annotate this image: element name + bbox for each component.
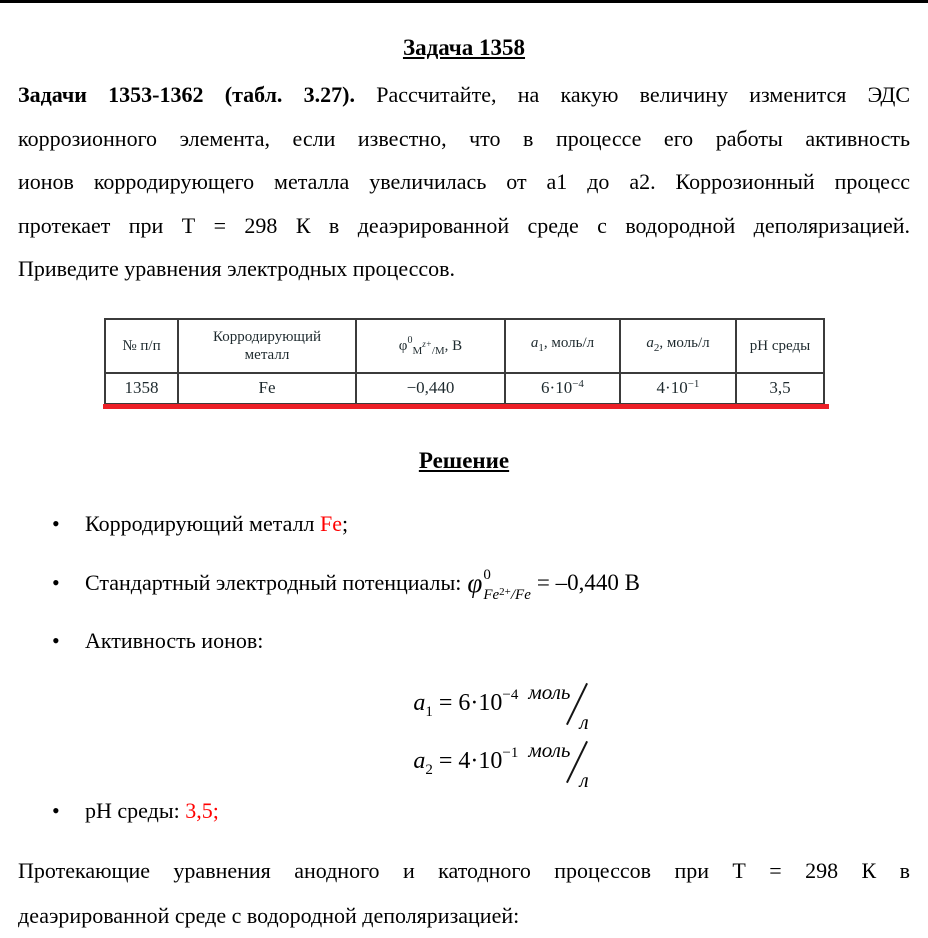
ph-value: 3,5;: [185, 797, 219, 823]
equation-value: = 6·10: [432, 689, 503, 716]
equation-variable: a: [413, 747, 426, 774]
intro-line-text: протекает при Т = 298 К в деаэрированной среде с водородной деполяризацией.: [18, 212, 910, 238]
bullet-marker: •: [52, 569, 60, 595]
table-header-metal-line2: металл: [244, 346, 290, 363]
bullet-item-potential: [0, 556, 928, 610]
equation-variable-sub: 2: [425, 761, 433, 778]
phi-sub-tail: /Fe: [510, 587, 531, 603]
cell-a2-base: 4·10: [656, 378, 688, 397]
document-page: [0, 34, 928, 938]
solution-heading-text: Решение: [418, 447, 510, 473]
cell-metal: Fe: [178, 373, 356, 404]
closing-line: [18, 848, 910, 893]
closing-paragraph: [18, 848, 910, 938]
phi-sup-z: z+: [422, 338, 432, 349]
phi-sup: 0: [407, 334, 413, 346]
table-header-metal-line1: Корродирующий: [212, 328, 322, 345]
table-header-metal: [178, 319, 356, 373]
cell-ph: 3,5: [736, 373, 824, 404]
a1-symbol: a: [530, 335, 539, 351]
cell-a1-exp: −4: [572, 378, 584, 390]
cell-a1: [505, 373, 620, 404]
cell-a2-exp: −1: [687, 378, 700, 390]
table-header-a2: [620, 319, 736, 373]
a1-unit: , моль/л: [543, 335, 595, 351]
equation-variable: a: [413, 689, 426, 716]
table-header-row: [105, 319, 824, 373]
intro-line: [18, 247, 910, 291]
phi-sub-slash-m: /М: [431, 344, 445, 357]
phi-sub-charge: 2+: [499, 586, 511, 598]
bullet-marker: •: [52, 510, 60, 536]
page-title: [18, 34, 910, 62]
table-header-potential: [356, 319, 505, 373]
intro-line: [18, 160, 910, 204]
closing-line-text: Протекающие уравнения анодного и катодного процессов при Т = 298 К в: [18, 857, 910, 883]
equation-exponent: −1: [502, 744, 519, 761]
table-header-a1: [505, 319, 620, 373]
table-header-ph: pH среды: [736, 319, 824, 373]
phi-symbol: φ: [398, 337, 408, 354]
bullet-marker: •: [52, 797, 60, 823]
top-border: [0, 0, 928, 3]
equation-a2: [0, 724, 928, 792]
closing-line: [18, 893, 910, 938]
potential-value: = –0,440 В: [536, 569, 640, 595]
page-title-text: Задача 1358: [402, 35, 526, 60]
phi-sup-zero: 0: [483, 567, 491, 583]
solution-heading: [0, 448, 928, 474]
intro-line: [18, 117, 910, 161]
bullet-text: Активность ионов:: [85, 627, 264, 653]
phi-sub-fe: Fe: [483, 587, 500, 603]
fraction-numerator: моль: [528, 679, 571, 704]
bullet-metal-value: Fe: [320, 510, 343, 536]
phi-unit: , В: [444, 337, 463, 354]
intro-paragraph: [18, 73, 910, 291]
fraction-denominator: л: [579, 767, 589, 792]
cell-problem-number: 1358: [105, 373, 178, 404]
phi-sub-m: М: [412, 344, 423, 357]
a1-sub: 1: [538, 342, 544, 354]
equation-a1: [0, 666, 928, 734]
intro-line-text: ионов корродирующего металла увеличилась от a1 до a2. Коррозионный процесс: [18, 169, 910, 194]
bullet-marker: •: [52, 627, 60, 653]
equation-value: = 4·10: [432, 747, 503, 774]
data-table: [104, 318, 825, 405]
equation-exponent: −4: [502, 686, 519, 703]
cell-potential: −0,440: [356, 373, 505, 404]
phi-symbol: φ: [467, 567, 483, 598]
phi-sub-couple: [483, 587, 531, 603]
equation-variable-sub: 1: [425, 703, 433, 720]
phi-scripts: [483, 568, 531, 603]
closing-line-text: деаэрированной среде с водородной деполяризацией:: [18, 902, 520, 928]
fraction-denominator: л: [579, 709, 589, 734]
bullet-text: pH среды:: [85, 797, 186, 823]
a2-sub: 2: [653, 342, 660, 354]
bullet-item-activity: [0, 626, 928, 656]
bullet-text: Корродирующий металл: [85, 510, 321, 536]
data-table-image: [104, 318, 928, 409]
mole-per-liter-fraction: [528, 679, 589, 734]
bullet-item-metal: [0, 509, 928, 539]
red-underline: [103, 404, 829, 409]
intro-line-text: коррозионного элемента, если известно, что в процессе его работы активность: [18, 125, 910, 151]
bullet-item-ph: [0, 796, 928, 826]
cell-a2: [620, 373, 736, 404]
table-header-num: № п/п: [105, 319, 178, 373]
intro-line: [18, 73, 910, 117]
a2-symbol: a: [646, 335, 654, 351]
intro-line: [18, 204, 910, 248]
intro-bold-lead: Задачи 1353-1362 (табл. 3.27).: [18, 82, 355, 107]
bullet-tail: ;: [342, 510, 349, 536]
table-data-row: [105, 373, 824, 404]
intro-line-text: Приведите уравнения электродных процессов.: [18, 256, 456, 281]
mole-per-liter-fraction: [528, 737, 589, 792]
intro-line-text: Рассчитайте, на какую величину изменится ЭДС: [355, 82, 910, 107]
bullet-text: Стандартный электродный потенциалы:: [85, 569, 462, 595]
a2-unit: , моль/л: [659, 335, 710, 351]
cell-a1-base: 6·10: [541, 378, 573, 397]
fraction-numerator: моль: [528, 737, 571, 762]
